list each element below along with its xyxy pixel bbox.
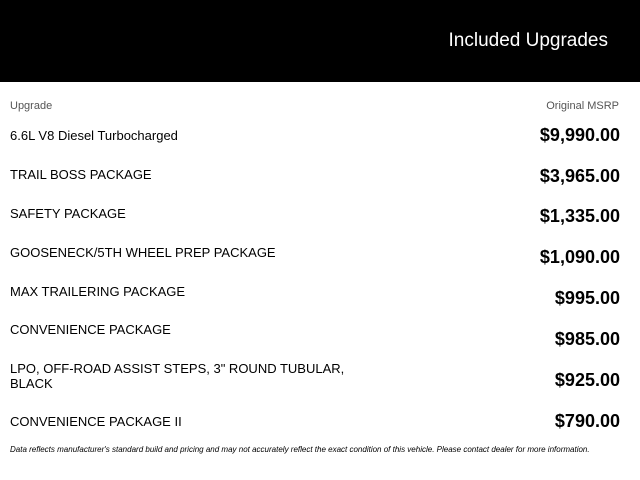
upgrade-name: CONVENIENCE PACKAGE II xyxy=(10,414,182,429)
upgrade-price: $995.00 xyxy=(554,288,620,308)
upgrade-price: $925.00 xyxy=(554,370,620,390)
upgrade-price: $1,335.00 xyxy=(539,206,620,226)
upgrade-name: CONVENIENCE PACKAGE xyxy=(10,322,171,337)
upgrade-name: TRAIL BOSS PACKAGE xyxy=(10,167,152,182)
upgrade-price: $9,990.00 xyxy=(539,125,620,145)
column-header-upgrade: Upgrade xyxy=(10,100,53,112)
upgrade-name: MAX TRAILERING PACKAGE xyxy=(10,284,186,299)
upgrade-price: $985.00 xyxy=(554,329,620,349)
page-title: Included Upgrades xyxy=(448,30,608,51)
upgrade-price: $1,090.00 xyxy=(539,247,620,267)
upgrade-price: $790.00 xyxy=(554,411,620,431)
column-header-msrp: Original MSRP xyxy=(546,100,619,112)
disclaimer-text: Data reflects manufacturer's standard build and pricing and may not accurately reflect the exact condition of this vehicle. Please contact dealer for more information. xyxy=(10,445,590,454)
upgrade-name: GOOSENECK/5TH WHEEL PREP PACKAGE xyxy=(10,245,276,260)
header-bar xyxy=(0,0,640,82)
upgrade-name: SAFETY PACKAGE xyxy=(10,206,126,221)
upgrade-name: LPO, OFF-ROAD ASSIST STEPS, 3" ROUND TUBULAR, BLACK xyxy=(10,361,345,391)
upgrade-price: $3,965.00 xyxy=(539,166,620,186)
upgrade-name: 6.6L V8 Diesel Turbocharged xyxy=(10,128,178,143)
